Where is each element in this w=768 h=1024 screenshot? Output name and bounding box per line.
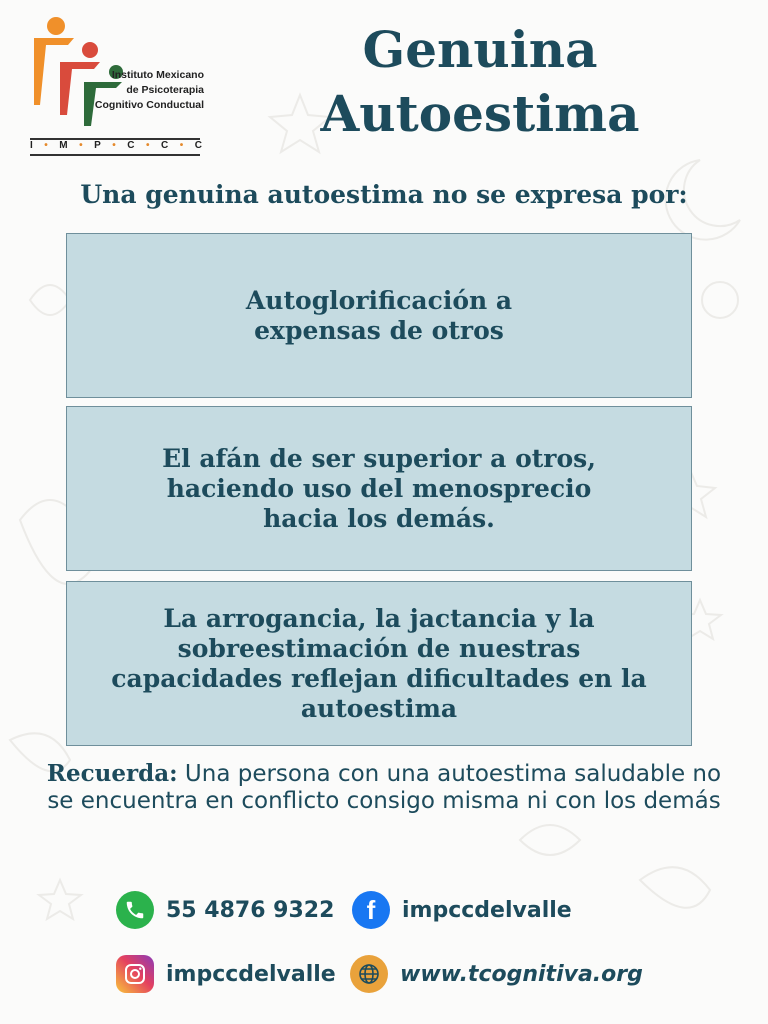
instagram-handle: impccdelvalle — [166, 961, 336, 987]
reminder-label: Recuerda: — [46, 760, 178, 787]
logo-letter: P — [94, 140, 101, 151]
card-text: Autoglorificación a expensas de otros — [245, 285, 513, 345]
phone-contact[interactable] — [116, 891, 334, 929]
logo-acronym: I • M • P • C • C • C — [30, 140, 202, 151]
logo-line-1: Instituto Mexicano — [111, 69, 204, 81]
phone-number: 55 4876 9322 — [166, 897, 335, 923]
reminder-text: Una persona con una autoestima saludable no se encuentra en conflicto consigo misma ni con los demás — [47, 761, 722, 814]
whatsapp-icon — [116, 891, 154, 929]
logo-letter: C — [194, 140, 202, 151]
card-1 — [66, 233, 692, 398]
logo-letter: M — [59, 140, 68, 151]
logo-divider-bottom — [30, 154, 200, 156]
card-text: La arrogancia, la jactancia y la sobreestimación de nuestras capacidades reflejan dificultades en la autoestima — [111, 603, 647, 723]
card-2 — [66, 406, 692, 571]
logo-line-3: Cognitivo Conductual — [94, 99, 204, 111]
logo-letter: C — [127, 140, 135, 151]
subtitle: Una genuina autoestima no se expresa por: — [80, 180, 688, 209]
card-text: El afán de ser superior a otros, haciendo uso del menosprecio hacia los demás. — [162, 443, 596, 533]
page-title — [260, 18, 700, 146]
facebook-contact[interactable] — [352, 891, 572, 929]
instagram-contact[interactable] — [116, 955, 336, 993]
title-line-2: Autoestima — [320, 84, 640, 143]
logo-line-2: de Psicoterapia — [126, 84, 204, 96]
facebook-icon: f — [352, 891, 390, 929]
website-contact[interactable] — [350, 955, 643, 993]
logo-name — [86, 68, 204, 113]
logo-letter: C — [160, 140, 169, 151]
instagram-icon — [116, 955, 154, 993]
website-url: www.tcognitiva.org — [400, 961, 643, 987]
logo-letter: I — [30, 140, 33, 151]
facebook-handle: impccdelvalle — [402, 897, 572, 923]
reminder — [40, 760, 728, 815]
globe-icon — [350, 955, 388, 993]
title-line-1: Genuina — [362, 20, 598, 79]
card-3 — [66, 581, 692, 746]
